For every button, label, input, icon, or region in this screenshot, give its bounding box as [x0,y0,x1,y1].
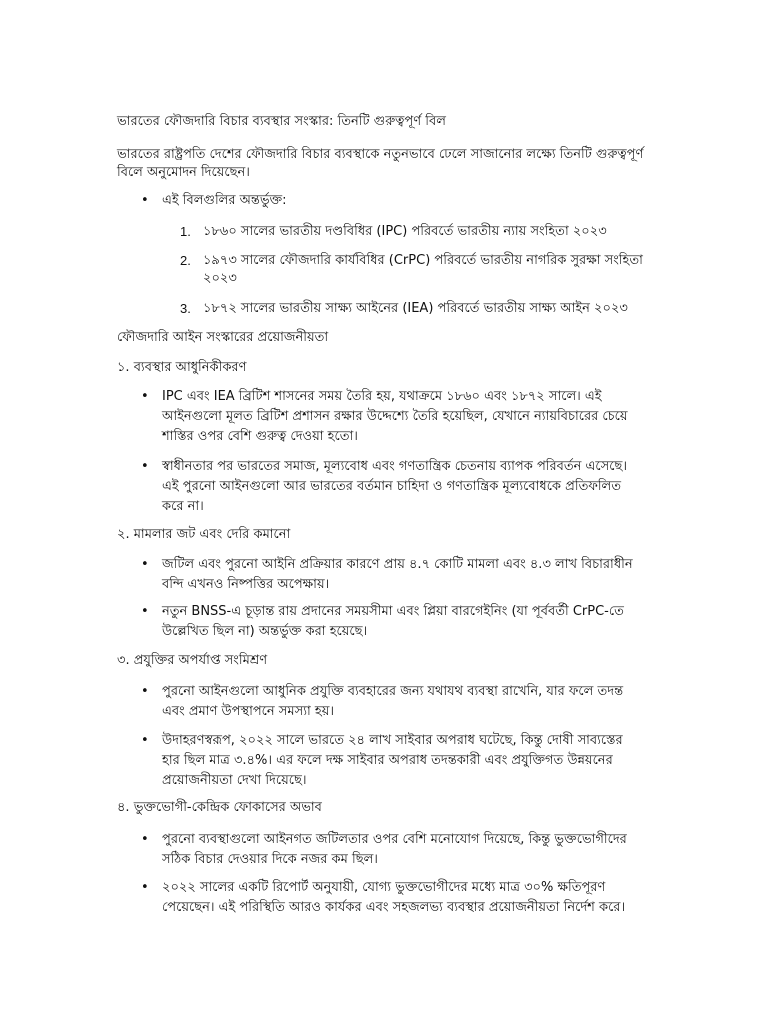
list-item [139,457,644,517]
section-heading: ১. ব্যবস্থার আধুনিকীকরণ [117,360,247,375]
section-heading: ২. মামলার জট এবং দেরি কমানো [117,527,291,542]
list-item-text: উদাহরণস্বরূপ, ২০২২ সালে ভারতে ২৪ লাখ সাইবার অপরাধ ঘটেছে, কিন্তু দোষী সাব্যস্তের হার ছিল মাত্র ৩.৪%। এর ফলে দক্ষ সাইবার অপরাধ তদন্তকারী এবং প্রযুক্তিগত উন্নয়নের প্রয়োজনীয়তা দেখা দিয়েছে। [162,733,623,788]
list-item-text: পুরনো ব্যবস্থাগুলো আইনগত জটিলতার ওপর বেশি মনোযোগ দিয়েছে, কিন্তু ভুক্তভোগীদের সঠিক বিচার দেওয়ার দিকে নজর কম ছিল। [162,832,627,867]
section-heading: ৩. প্রযুক্তির অপর্যাপ্ত সংমিশ্রণ [117,653,268,668]
list-item [139,682,644,722]
bill-item [180,223,650,241]
document-title: ভারতের ফৌজদারি বিচার ব্যবস্থার সংস্কার: তিনটি গুরুত্বপূর্ণ বিল [117,114,446,129]
section-heading: ৪. ভুক্তভোগী-কেন্দ্রিক ফোকাসের অভাব [117,800,322,815]
bullet-icon: • [141,604,149,619]
bill-number: 1. [180,224,191,239]
list-item [139,830,644,870]
bullet-icon: • [141,733,149,748]
list-item-text: ২০২২ সালের একটি রিপোর্ট অনুযায়ী, যোগ্য ভুক্তভোগীদের মধ্যে মাত্র ৩০% ক্ষতিপূরণ পেয়েছেন। এই পরিস্থিতি আরও কার্যকর এবং সহজলভ্য ব্যবস্থার প্রয়োজনীয়তা নির্দেশ করে। [162,880,626,915]
bill-text: ১৯৭৩ সালের ফৌজদারি কার্যবিধির (CrPC) পরিবর্তে ভারতীয় নাগরিক সুরক্ষা সংহিতা ২০২৩ [203,253,643,286]
bullet-icon: • [141,684,149,699]
bullet-icon: • [141,880,149,895]
need-heading: ফৌজদারি আইন সংস্কারের প্রয়োজনীয়তা [117,330,329,345]
bill-number: 3. [180,301,191,316]
includes-label: এই বিলগুলির অন্তর্ভুক্ত: [162,193,287,208]
list-item [139,387,644,447]
bill-text: ১৮৬০ সালের ভারতীয় দণ্ডবিধির (IPC) পরিবর্তে ভারতীয় ন্যায় সংহিতা ২০২৩ [203,224,607,239]
list-item-text: IPC এবং IEA ব্রিটিশ শাসনের সময় তৈরি হয়, যথাক্রমে ১৮৬০ এবং ১৮৭২ সালে। এই আইনগুলো মূলত ব্রিটিশ প্রশাসন রক্ষার উদ্দেশ্যে তৈরি হয়েছিল, যেখানে ন্যায়বিচারের চেয়ে শাস্তির ওপর বেশি গুরুত্ব দেওয়া হতো। [162,389,628,444]
list-item [139,555,644,595]
list-item-text: পুরনো আইনগুলো আধুনিক প্রযুক্তি ব্যবহারের জন্য যথাযথ ব্যবস্থা রাখেনি, যার ফলে তদন্ত এবং প্রমাণ উপস্থাপনে সমস্যা হয়। [162,684,624,719]
intro-paragraph: ভারতের রাষ্ট্রপতি দেশের ফৌজদারি বিচার ব্যবস্থাকে নতুনভাবে ঢেলে সাজানোর লক্ষ্যে তিনটি গুরুত্বপূর্ণ বিলে অনুমোদন দিয়েছেন। [117,147,644,180]
bill-item [180,300,650,318]
bullet-icon: • [141,389,149,404]
list-item [139,878,644,918]
list-item-text: স্বাধীনতার পর ভারতের সমাজ, মূল্যবোধ এবং গণতান্ত্রিক চেতনায় ব্যাপক পরিবর্তন এসেছে। এই পুরনো আইনগুলো আর ভারতের বর্তমান চাহিদা ও গণতান্ত্রিক মূল্যবোধকে প্রতিফলিত করে না। [162,459,627,514]
bullet-icon: • [141,557,149,572]
bill-number: 2. [180,253,191,268]
bullet-icon: • [141,832,149,847]
bullet-icon: • [141,193,149,208]
bill-item [180,252,650,288]
list-item-text: নতুন BNSS-এ চূড়ান্ত রায় প্রদানের সময়সীমা এবং প্লিয়া বারগেইনিং (যা পূর্ববর্তী CrPC-তে উল্লেখিত ছিল না) অন্তর্ভুক্ত করা হয়েছে। [162,604,624,639]
list-item-text: জটিল এবং পুরনো আইনি প্রক্রিয়ার কারণে প্রায় ৪.৭ কোটি মামলা এবং ৪.৩ লাখ বিচারাধীন বন্দি এখনও নিষ্পত্তির অপেক্ষায়। [162,557,633,592]
bullet-icon: • [141,459,149,474]
list-item [139,602,644,642]
includes-bullet [139,191,644,211]
list-item [139,731,644,791]
bill-text: ১৮৭২ সালের ভারতীয় সাক্ষ্য আইনের (IEA) পরিবর্তে ভারতীয় সাক্ষ্য আইন ২০২৩ [203,301,628,316]
